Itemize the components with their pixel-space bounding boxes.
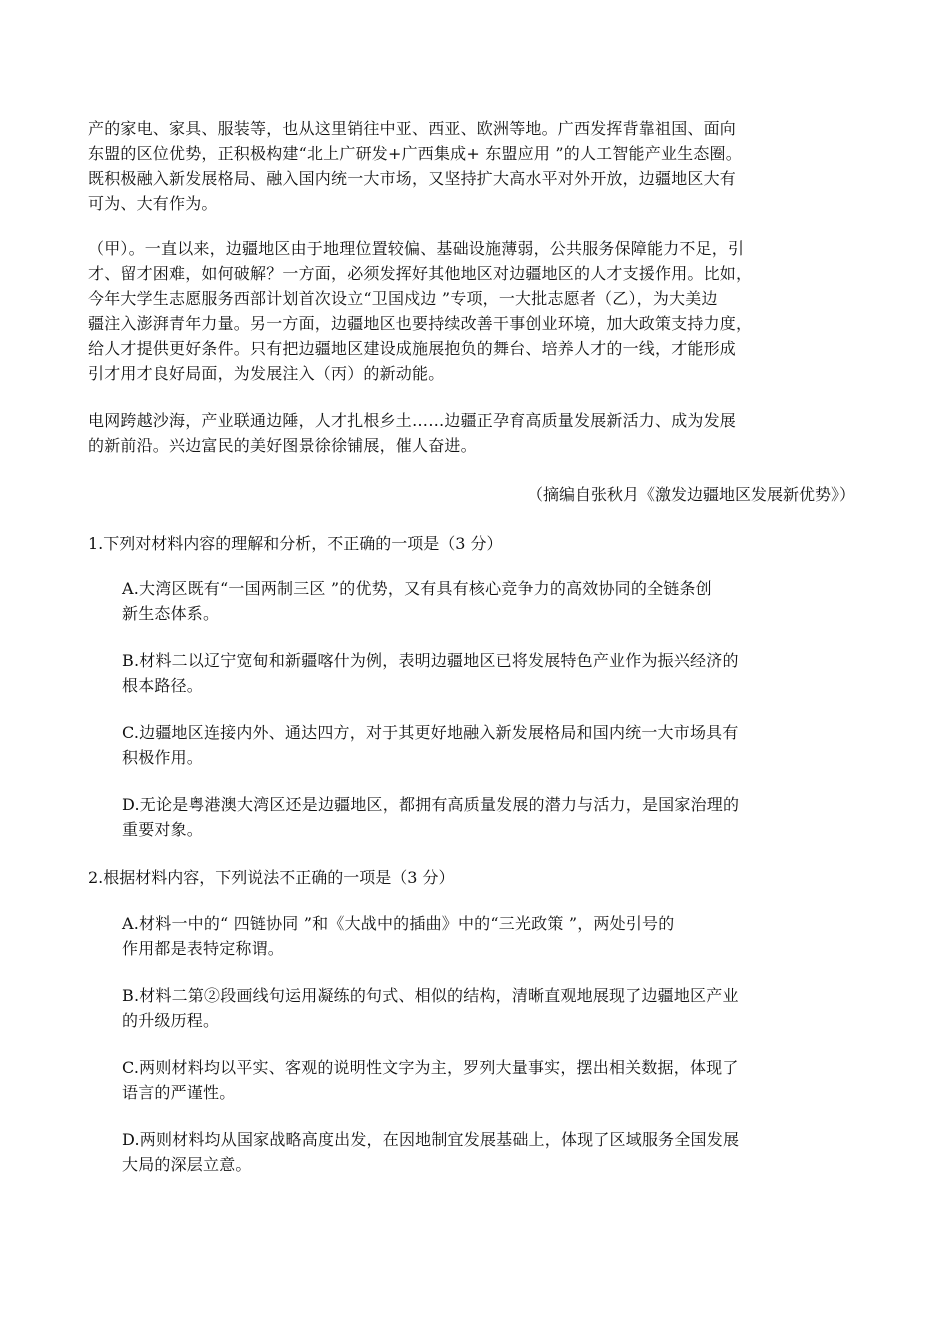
text-line: 可为、大有作为。 (88, 194, 218, 213)
question-2-stem: 2.根据材料内容，下列说法不正确的一项是（3 分） (88, 868, 455, 887)
option-text-line: 积极作用。 (122, 748, 204, 767)
text-line: 才、留才困难，如何破解？一方面，必须发挥好其他地区对边疆地区的人才支援作用。比如， (88, 264, 753, 283)
passage-source: （摘编自张秋月《激发边疆地区发展新优势》） (526, 485, 855, 504)
text-line: 今年大学生志愿服务西部计划首次设立“卫国戍边 ”专项，一大批志愿者（乙），为大美边 (88, 289, 718, 308)
option-text-line: 根本路径。 (122, 676, 204, 695)
option-text-line: 大局的深层立意。 (122, 1155, 252, 1174)
option-text-line: A.大湾区既有“一国两制三区 ”的优势，又有具有核心竞争力的高效协同的全链条创 (122, 579, 712, 598)
option-text-line: 重要对象。 (122, 820, 204, 839)
question-1-option-c[interactable] (122, 720, 862, 770)
text-line: 东盟的区位优势，正积极构建“北上广研发+广西集成+ 东盟应用 ”的人工智能产业生态圈。 (88, 144, 742, 163)
option-text-line: 的升级历程。 (122, 1011, 220, 1030)
option-text-line: C.两则材料均以平实、客观的说明性文字为主，罗列大量事实，摆出相关数据，体现了 (122, 1058, 739, 1077)
text-line: 既积极融入新发展格局、融入国内统一大市场，又坚持扩大高水平对外开放，边疆地区大有 (88, 169, 737, 188)
question-2-option-c[interactable] (122, 1055, 862, 1105)
option-text-line: 新生态体系。 (122, 604, 220, 623)
option-text-line: 语言的严谨性。 (122, 1083, 236, 1102)
question-1-option-b[interactable] (122, 648, 862, 698)
text-line: 给人才提供更好条件。只有把边疆地区建设成施展抱负的舞台、培养人才的一线，才能形成 (88, 339, 737, 358)
question-1-stem: 1.下列对材料内容的理解和分析，不正确的一项是（3 分） (88, 534, 503, 553)
passage-paragraph-1 (88, 116, 858, 216)
text-line: 引才用才良好局面，为发展注入（丙）的新动能。 (88, 364, 445, 383)
passage-paragraph-2 (88, 236, 858, 386)
option-text-line: D.无论是粤港澳大湾区还是边疆地区，都拥有高质量发展的潜力与活力，是国家治理的 (122, 795, 740, 814)
question-1-option-a[interactable] (122, 576, 862, 626)
text-line: 疆注入澎湃青年力量。另一方面，边疆地区也要持续改善干事创业环境，加大政策支持力度， (88, 314, 753, 333)
question-2-option-d[interactable] (122, 1127, 862, 1177)
option-text-line: D.两则材料均从国家战略高度出发，在因地制宜发展基础上，体现了区域服务全国发展 (122, 1130, 740, 1149)
option-text-line: B.材料二以辽宁宽甸和新疆喀什为例，表明边疆地区已将发展特色产业作为振兴经济的 (122, 651, 739, 670)
text-line: 的新前沿。兴边富民的美好图景徐徐铺展，催人奋进。 (88, 436, 477, 455)
option-text-line: B.材料二第②段画线句运用凝练的句式、相似的结构，清晰直观地展现了边疆地区产业 (122, 986, 739, 1005)
passage-paragraph-3 (88, 408, 858, 458)
text-line: 电网跨越沙海，产业联通边陲，人才扎根乡土……边疆正孕育高质量发展新活力、成为发展 (88, 411, 737, 430)
text-line: （甲）。一直以来，边疆地区由于地理位置较偏、基础设施薄弱，公共服务保障能力不足，引 (88, 239, 745, 258)
option-text-line: A.材料一中的“ 四链协同 ”和《大战中的插曲》中的“三光政策 ”，两处引号的 (122, 914, 675, 933)
option-text-line: 作用都是表特定称谓。 (122, 939, 285, 958)
question-1-option-d[interactable] (122, 792, 862, 842)
question-2-option-a[interactable] (122, 911, 862, 961)
option-text-line: C.边疆地区连接内外、通达四方，对于其更好地融入新发展格局和国内统一大市场具有 (122, 723, 739, 742)
text-line: 产的家电、家具、服装等，也从这里销往中亚、西亚、欧洲等地。广西发挥背靠祖国、面向 (88, 119, 737, 138)
question-2-option-b[interactable] (122, 983, 862, 1033)
